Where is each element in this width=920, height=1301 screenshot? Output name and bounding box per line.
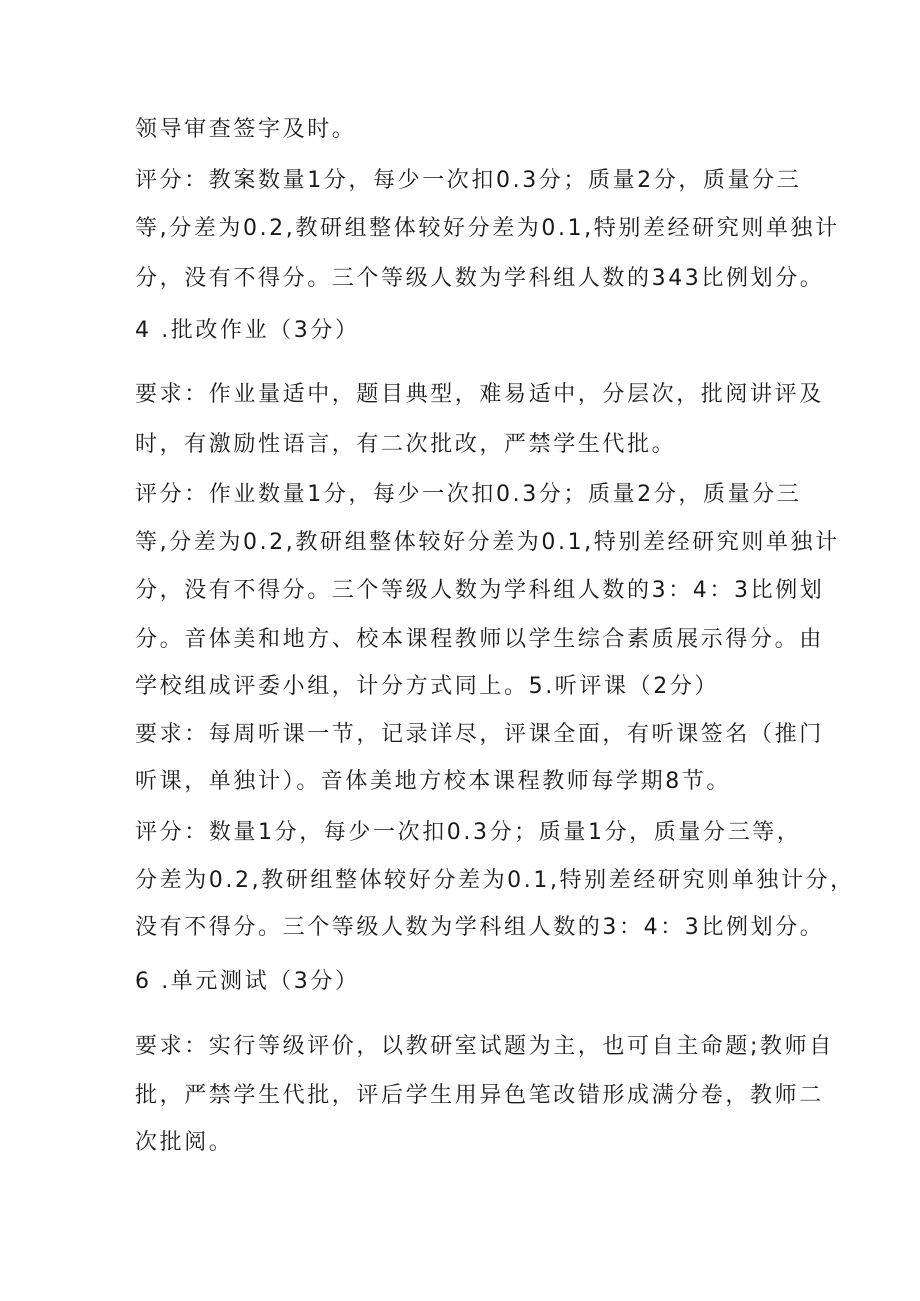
text-line: 分差为0.2,教研组整体较好分差为0.1,特别差经研究则单独计分， bbox=[135, 868, 855, 893]
text-line: 评分：教案数量1分，每少一次扣0.3分；质量2分，质量分三 bbox=[135, 168, 802, 193]
text-line: 次批阅。 bbox=[135, 1130, 234, 1155]
text-line: 评分：作业数量1分，每少一次扣0.3分；质量2分，质量分三 bbox=[135, 482, 802, 507]
section-heading: 4 .批改作业（3分） bbox=[135, 318, 360, 343]
text-line: 要求：每周听课一节，记录详尽，评课全面，有听课签名（推门 bbox=[135, 722, 824, 747]
section-heading: 6 .单元测试（3分） bbox=[135, 969, 360, 994]
text-line: 学校组成评委小组，计分方式同上。5.听评课（2分） bbox=[135, 674, 719, 699]
text-line: 听课，单独计）。音体美地方校本课程教师每学期8节。 bbox=[135, 769, 731, 794]
text-line: 等,分差为0.2,教研组整体较好分差为0.1,特别差经研究则单独计 bbox=[135, 216, 840, 241]
text-line: 分，没有不得分。三个等级人数为学科组人数的3：4：3比例划 bbox=[135, 578, 825, 603]
text-line: 要求：实行等级评价，以教研室试题为主，也可自主命题;教师自 bbox=[135, 1034, 834, 1059]
text-line: 分。音体美和地方、校本课程教师以学生综合素质展示得分。由 bbox=[135, 627, 824, 652]
text-line: 等,分差为0.2,教研组整体较好分差为0.1,特别差经研究则单独计 bbox=[135, 530, 840, 555]
text-line: 分，没有不得分。三个等级人数为学科组人数的343比例划分。 bbox=[135, 266, 825, 291]
text-line: 时，有激励性语言，有二次批改，严禁学生代批。 bbox=[135, 432, 677, 457]
text-line: 要求：作业量适中，题目典型，难易适中，分层次，批阅讲评及 bbox=[135, 382, 824, 407]
text-line: 批，严禁学生代批，评后学生用异色笔改错形成满分卷，教师二 bbox=[135, 1083, 824, 1108]
text-line: 评分：数量1分，每少一次扣0.3分；质量1分，质量分三等， bbox=[135, 820, 802, 845]
text-line: 没有不得分。三个等级人数为学科组人数的3：4：3比例划分。 bbox=[135, 915, 825, 940]
text-line: 领导审查签字及时。 bbox=[135, 117, 357, 142]
